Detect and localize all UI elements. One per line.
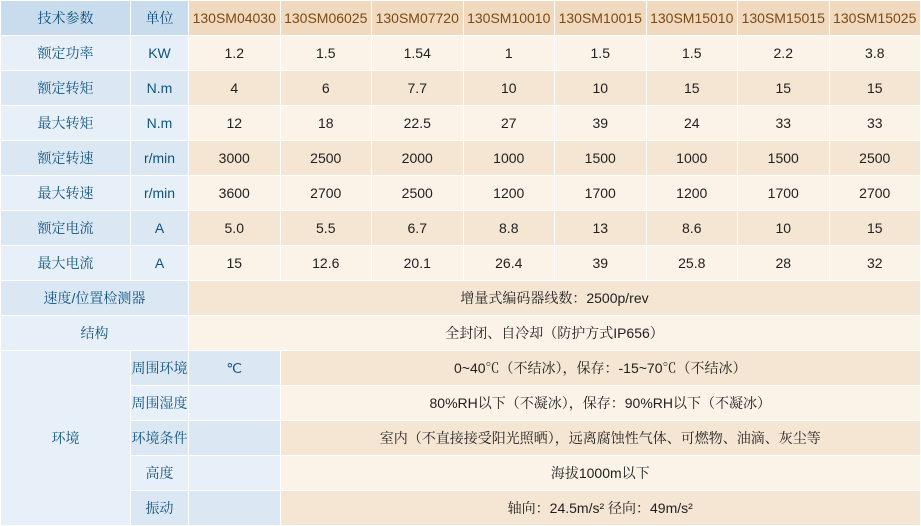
env-item-value: 海拔1000m以下 <box>280 456 921 491</box>
cell-value: 15 <box>738 71 830 106</box>
cell-value: 1500 <box>738 141 830 176</box>
env-item-value: 轴向：24.5m/s² 径向：49m/s² <box>280 491 921 526</box>
cell-value: 15 <box>829 211 921 246</box>
cell-value: 18 <box>280 106 372 141</box>
row-label: 速度/位置检测器 <box>1 281 189 316</box>
cell-value: 3600 <box>189 176 281 211</box>
cell-value: 1500 <box>555 141 647 176</box>
env-item-value: 80%RH以下（不凝冰），保存：90%RH以下（不凝冰） <box>280 386 921 421</box>
env-item-label: 环境条件 <box>131 421 189 456</box>
cell-value: 3.8 <box>829 36 921 71</box>
cell-value: 1700 <box>738 176 830 211</box>
env-item-unit: ℃ <box>189 351 281 386</box>
cell-value: 12.6 <box>280 246 372 281</box>
cell-value: 24 <box>646 106 738 141</box>
header-parameter: 技术参数 <box>1 1 131 36</box>
row-unit: r/min <box>131 141 189 176</box>
row-unit: A <box>131 211 189 246</box>
cell-value: 33 <box>829 106 921 141</box>
env-item-value: 0~40℃（不结冰），保存：-15~70℃（不结冰） <box>280 351 921 386</box>
cell-value: 5.0 <box>189 211 281 246</box>
cell-value: 10 <box>738 211 830 246</box>
table-row <box>1 421 921 456</box>
cell-value: 32 <box>829 246 921 281</box>
header-unit: 单位 <box>131 1 189 36</box>
cell-value: 22.5 <box>372 106 464 141</box>
cell-value: 28 <box>738 246 830 281</box>
cell-value: 26.4 <box>463 246 555 281</box>
cell-value: 15 <box>829 71 921 106</box>
cell-value: 12 <box>189 106 281 141</box>
cell-value: 2500 <box>372 176 464 211</box>
header-model-2: 130SM07720 <box>372 1 464 36</box>
cell-value: 25.8 <box>646 246 738 281</box>
cell-value: 1 <box>463 36 555 71</box>
row-unit: N.m <box>131 71 189 106</box>
row-label: 最大转速 <box>1 176 131 211</box>
table-row <box>1 351 921 386</box>
cell-value: 2000 <box>372 141 464 176</box>
row-label: 额定转矩 <box>1 71 131 106</box>
row-label: 最大电流 <box>1 246 131 281</box>
cell-value: 1200 <box>463 176 555 211</box>
cell-value: 20.1 <box>372 246 464 281</box>
row-label: 最大转矩 <box>1 106 131 141</box>
header-model-4: 130SM10015 <box>555 1 647 36</box>
table-row <box>1 106 921 141</box>
table-row <box>1 71 921 106</box>
table-row <box>1 176 921 211</box>
header-model-0: 130SM04030 <box>189 1 281 36</box>
row-label: 结构 <box>1 316 189 351</box>
row-label: 额定功率 <box>1 36 131 71</box>
row-unit: r/min <box>131 176 189 211</box>
cell-value: 4 <box>189 71 281 106</box>
cell-value: 5.5 <box>280 211 372 246</box>
cell-value: 6.7 <box>372 211 464 246</box>
env-item-label: 高度 <box>131 456 189 491</box>
cell-value: 39 <box>555 246 647 281</box>
cell-value: 1.5 <box>280 36 372 71</box>
table-row <box>1 211 921 246</box>
cell-value: 6 <box>280 71 372 106</box>
cell-value: 3000 <box>189 141 281 176</box>
env-item-unit <box>189 491 281 526</box>
cell-value: 33 <box>738 106 830 141</box>
env-item-unit <box>189 386 281 421</box>
cell-value: 7.7 <box>372 71 464 106</box>
cell-value: 8.8 <box>463 211 555 246</box>
env-item-label: 振动 <box>131 491 189 526</box>
cell-value: 10 <box>555 71 647 106</box>
cell-value: 8.6 <box>646 211 738 246</box>
cell-value: 2500 <box>280 141 372 176</box>
cell-value: 1700 <box>555 176 647 211</box>
cell-value: 13 <box>555 211 647 246</box>
env-item-value: 室内（不直接接受阳光照晒），远离腐蚀性气体、可燃物、油滴、灰尘等 <box>280 421 921 456</box>
header-model-1: 130SM06025 <box>280 1 372 36</box>
header-model-5: 130SM15010 <box>646 1 738 36</box>
row-unit: N.m <box>131 106 189 141</box>
table-header-row <box>1 1 921 36</box>
cell-value: 39 <box>555 106 647 141</box>
env-item-label: 周围湿度 <box>131 386 189 421</box>
env-group-label: 环境 <box>1 351 131 526</box>
table-row <box>1 491 921 526</box>
cell-value: 增量式编码器线数：2500p/rev <box>189 281 921 316</box>
cell-value: 1000 <box>646 141 738 176</box>
cell-value: 10 <box>463 71 555 106</box>
table-row <box>1 316 921 351</box>
env-item-label: 周围环境 <box>131 351 189 386</box>
table-row <box>1 456 921 491</box>
env-item-unit <box>189 456 281 491</box>
cell-value: 15 <box>646 71 738 106</box>
cell-value: 1.2 <box>189 36 281 71</box>
cell-value: 2700 <box>280 176 372 211</box>
table-row <box>1 141 921 176</box>
cell-value: 2500 <box>829 141 921 176</box>
cell-value: 15 <box>189 246 281 281</box>
row-label: 额定电流 <box>1 211 131 246</box>
cell-value: 1.5 <box>555 36 647 71</box>
cell-value: 1200 <box>646 176 738 211</box>
cell-value: 1.54 <box>372 36 464 71</box>
cell-value: 27 <box>463 106 555 141</box>
cell-value: 1.5 <box>646 36 738 71</box>
table-row <box>1 281 921 316</box>
header-model-3: 130SM10010 <box>463 1 555 36</box>
header-model-7: 130SM15025 <box>829 1 921 36</box>
table-row <box>1 246 921 281</box>
table-row <box>1 36 921 71</box>
header-model-6: 130SM15015 <box>738 1 830 36</box>
row-unit: A <box>131 246 189 281</box>
row-label: 额定转速 <box>1 141 131 176</box>
cell-value: 全封闭、自冷却（防护方式IP656） <box>189 316 921 351</box>
row-unit: KW <box>131 36 189 71</box>
env-item-unit <box>189 421 281 456</box>
cell-value: 1000 <box>463 141 555 176</box>
cell-value: 2.2 <box>738 36 830 71</box>
table-row <box>1 386 921 421</box>
cell-value: 2700 <box>829 176 921 211</box>
